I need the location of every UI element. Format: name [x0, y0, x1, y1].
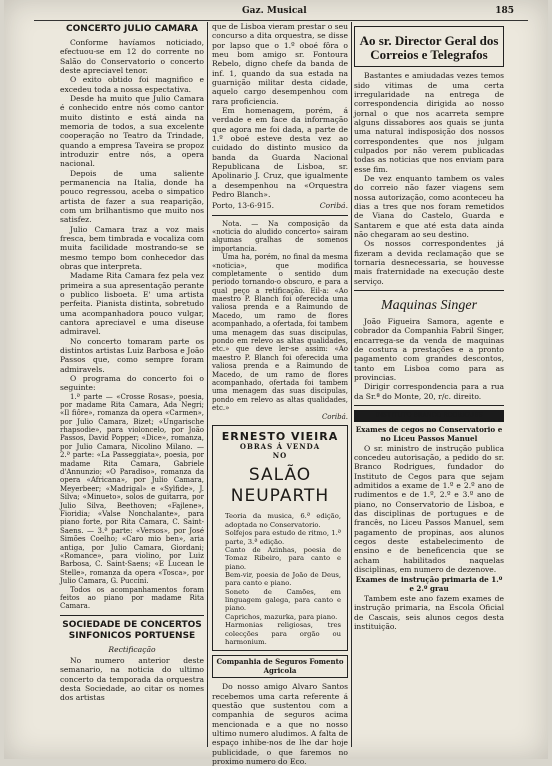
separator [354, 290, 504, 291]
paragraph: João Figueira Samora, agente e cobrador da Companhia Fabril Singer, encarrega-se da venda de maquinas de costura a prestações e a pronto pagamento com grandes descontos, tanto em Lisboa como para as provincias. [354, 317, 504, 383]
column-divider [351, 22, 352, 747]
note-paragraph: Uma ha, porém, no final da mesma «noticia», que modifica completamente o sentido dum periodo tornando-o obscuro, e para a qual peço a retificação. Eil-a: «Ao maestro P. Blanch foi oferecida uma valiosa prenda e a Raimundo de Macedo, um ramo de flores acompanhado, a ofertada, foi tambem uma menagem das suas discipulas, pondo em relevo as altas qualidades, etc.» que deve ler-se assim: «Ao maestro P. Blanch foi oferecida uma valiosa prenda e a Raimundo de Macedo, de um ramo de flores acompanhado, ofertada foi tambem uma menagem das suas discipulas, pondo em relevo as altas qualidades, etc.» [212, 253, 348, 413]
column-2 [212, 22, 348, 766]
article-subtitle: Rectificação [108, 644, 156, 654]
column-divider [207, 22, 208, 747]
ad-no: NO [272, 451, 288, 461]
ad-items [219, 512, 341, 646]
singer-title: Maquinas Singer [380, 297, 478, 313]
paragraph: Dirigir correspondencia para a rua da Sr.ª do Monte, 20, r/c. direito. [354, 382, 504, 401]
ad-salon: SALÃO NEUPARTH [230, 464, 330, 506]
signature: Coribá. [321, 412, 348, 421]
ad-item: Soneto de Camões, em linguagem galega, para canto e piano. [225, 587, 341, 613]
advertisement-box [212, 425, 348, 651]
ad-item: Solfejos para estudo de ritmo, 1.ª parte, 3.ª edição. [225, 529, 341, 546]
banner-text: INSTITUTO BRANCO RODRIGUES [375, 412, 483, 419]
company-heading: Companhia de Seguros Fomento Agricola [212, 655, 348, 678]
ad-sale: OBRAS Á VENDA [239, 442, 321, 452]
paragraph: O sr. ministro de instrução publica concedeu autorisação, a pedido do sr. Branco Rodrigues, fundador do Instituto de Cegos para que sejam admitidos a exame de 1.º e 2.º ano de rudimentos e de 1.º, 2.º e 3.º ano de piano, no Conservatorio de Lisboa, e das disciplinas de portugues e de francês, no Liceu Passos Manuel, sem pagamento de propinas, aos alunos cegos deste estabelecimento de ensino e de beneficencia que se acham habilitados naquelas disciplinas, em numero de dezenove. [354, 443, 504, 574]
ad-item: Teoria da musica, 6.ª edição, adoptada no Conservatorio. [225, 512, 341, 529]
signature: Coribá. [319, 201, 348, 211]
note-block [212, 220, 348, 421]
paragraph: Em homenagem, porém, á verdade e em face da informação que agora me foi dada, a parte de 1.º oboé esteve desta vez ao cuidado do distinto musico da banda da Guarda Nacional Republicana de Lisboa, sr. Apolinario J. Cruz, que igualmente a desempenhou na «Orquestra Pedro Blanch». [212, 105, 348, 199]
paragraph: De vez enquanto tambem os vales do correio não fazer viagens sem nossa autorização, como aconteceu ha dias a tres que nos foram remetidos de Viana do Castelo, Guarda e Santarem e que até esta data ainda não chegaram ao seu destino. [354, 173, 504, 239]
section-subtitle: Exames de cegos no Conservatorio e no Liceu Passos Manuel [355, 425, 503, 443]
paragraph: Desde ha muito que Julio Camara é conhecido entre nós como cantor muito distinto e está ainda na memoria de todos, a sua excelente cooperação no Teatro da Trindade, quando a empresa Taveira se propoz introduzir entre nós, a opera nacional. [60, 94, 204, 169]
article-title: CONCERTO JULIO CAMARA [66, 24, 198, 34]
paragraph: Bastantes e amiudadas vezes temos sido vitimas de uma certa irregularidade na entrega de correspondencia dirigida ao nosso jornal o que nos acarreta sempre alguns dissabores aos quais se junta uma natural indisposição dos nossos correspondentes que nos julgam culpados por não verem publicadas todas as noticias que nos enviam para esse fim. [354, 71, 504, 174]
notice-box [354, 26, 504, 67]
paragraph: Tambem este ano fazem exames de instrução primaria, na Escola Oficial de Cascais, seis alunos cegos desta instituição. [354, 594, 504, 632]
programme-note: Todos os acompanhamentos foram feitos ao piano por madame Rita Camara. [60, 585, 204, 611]
paragraph: No concerto tomaram parte os distintos artistas Luiz Barbosa e João Passos que, como sempre foram admiravels. [60, 336, 204, 374]
page-header [34, 4, 528, 21]
column-3 [354, 22, 504, 749]
institute-banner [354, 410, 504, 422]
paragraph: Madame Rita Camara fez pela vez primeira a sua apresentação perante o publico lisboeta. E' uma artista perfeita. Pianista distinta, sobretudo uma acompanhadora pouco vulgar, cantora apreciavel e uma diseuse admiravel. [60, 271, 204, 337]
newspaper-page [4, 0, 548, 766]
programme [60, 393, 204, 611]
paragraph: Conforme havíamos noticiado, efectuou-se em 12 do corrente no Salão do Conservatorio o concerto deste apreciavel tenor. [60, 38, 204, 76]
note-paragraph: Nota. — Na composição da «noticia do aludido concerto» sairam algumas gralhas de somenos importancia. [212, 219, 348, 253]
paragraph: Os nossos correspondentes já fizeram a devida reclamação que se tornaria desnecessaria, se houvesse mais fraternidade na execução deste serviço. [354, 239, 504, 286]
paragraph: O exito obtido foi magnifico e excedeu toda a nossa espectativa. [60, 75, 204, 94]
article-title: SOCIEDADE DE CONCERTOS SINFONICOS PORTUENSE [62, 619, 202, 641]
page-number: 185 [495, 6, 514, 16]
paragraph: que de Lisboa vieram prestar o seu concurso a dita orquestra, se disse por lapso que o 1.º oboé fôra o meu bom amigo sr. Fontoura Rebelo, digno chefe da banda de inf. 1, quando da sua estada na guarnição militar desta cidade, aquelo cargo desempenhou com rara proficiencia. [212, 22, 348, 106]
ad-vendor: ERNESTO VIEIRA [221, 429, 339, 443]
paragraph: Julio Camara traz a voz mais fresca, bem timbrada e vocaliza com muita facilidade mostrando-se se mesmo tempo bom conhecedor das obras que interpreta. [60, 224, 204, 271]
separator [354, 405, 504, 406]
programme-text: 1.ª parte — «Crosse Rosas», poesia, por madame Rita Camara, Ada Negri; «Il fiôre», romanza da opera «Carmen», por Julio Camara, Bizet; «Ungarische rhapsodie», para violoncelo, por João Passos, David Popper; «Dice», romanza, por Julio Camara, Nicolino Milano. — 2.ª parte: «La Passeggiata», poesia, por madame Rita Camara, Gabriele d'Annunzio; «O Paradiso», romanza da opera «Africana», por Julio Camara, Meyerbeer; «Madrigal» e «Sylfide», J. Silva; «Minueto», solos de guitarra, por Julio Silva, Beethoven; «Fajlene», Fioridia; «Valse Nonchalante», para piano forte, por Rita Camara, C. Saint-Saens. — 3.ª parte: «Versos», por José Simões Coelho; «Caro mio ben», aria antiga, por Julio Camara, Giordani; «Romance», para violino, por Luiz Barbosa, C. Saint-Saens; «E Lucean le Stelle», romanza da opera «Tosca», por Julio Camara, G. Puccini. [60, 392, 204, 586]
ad-item: Canto de Azinhas, poesia de Tomaz Ribeiro, para canto e piano. [225, 545, 341, 571]
section-subtitle: Exames de instrução primaria de 1.º e 2.º grau [355, 575, 503, 594]
paragraph: O programa do concerto foi o seguinte: [60, 373, 204, 393]
running-title: Gaz. Musical [242, 6, 307, 16]
ad-item: Bem-vir, poesia de João de Deus, para canto e piano. [225, 571, 341, 588]
notice-title: Ao sr. Director Geral dos Correios e Telegrafos [359, 33, 499, 62]
separator [60, 615, 204, 616]
column-1 [60, 22, 204, 749]
separator [212, 215, 348, 216]
paragraph: Depois de uma saliente permanencia na Italia, donde ha pouco regressou, aceba o simpatico artista de fazer a sua reaparição, com um brilhantismo que muito nos satisfez. [60, 168, 204, 225]
paragraph: No numero anterior deste semanario, na noticia do ultimo concerto da temporada da orquestra desta Sociedade, ao citar os nomes dos artistas [60, 656, 204, 703]
ad-item: Harmonias religiosas, tres colecções para orgão ou harmonium. [225, 621, 341, 646]
place-date: Porto, 13-6-915. [212, 201, 274, 211]
ad-item: Caprichos, mazurka, para piano. [225, 612, 338, 621]
signature-line [212, 201, 348, 210]
paragraph: Do nosso amigo Alvaro Santos recebemos uma carta referente á questão que sustentou com a companhia de seguros acima mencionada e a que no nosso ultimo numero aludimos. A falta de espaço inhibe-nos de lhe dar hoje publicidade, o que faremos no proximo numero do Eco. [212, 682, 348, 766]
